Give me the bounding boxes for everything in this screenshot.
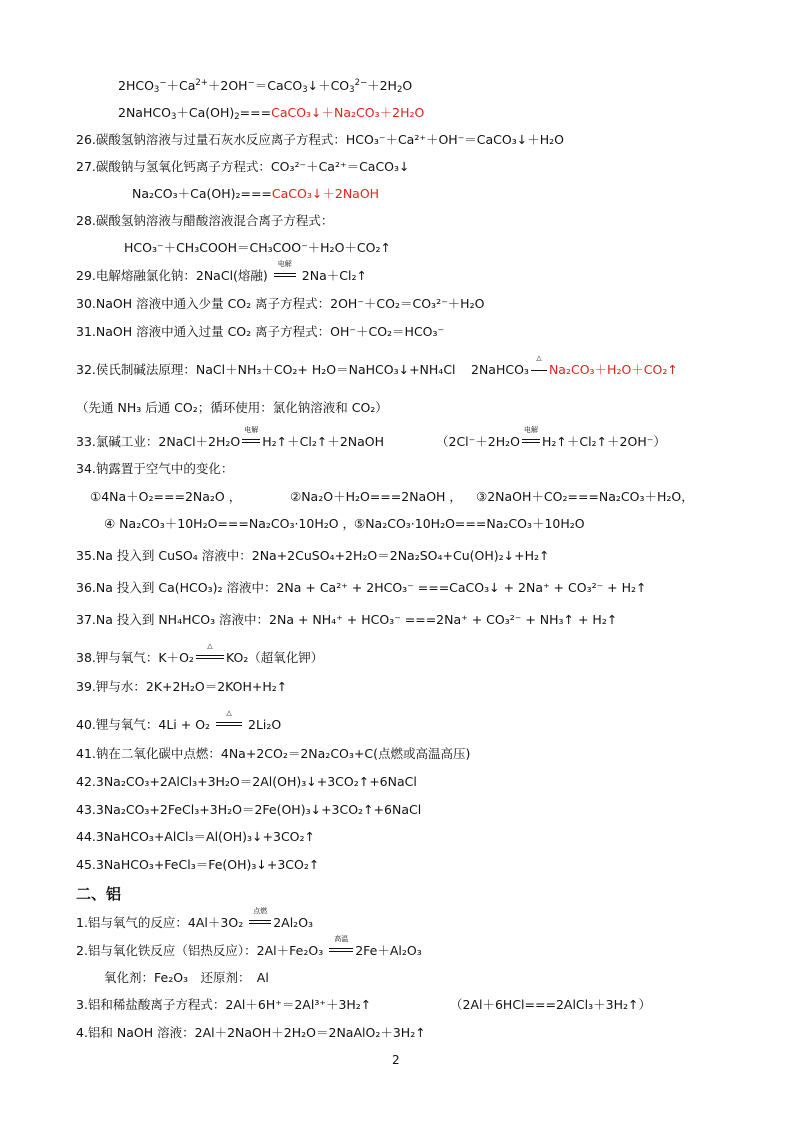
equation-line (471, 354, 678, 378)
equation-line: $2HCO_3^-+Ca^{2+}+2OH^-=CaCO_3↓+CO_3^{2-}+2H_2O$ (118, 78, 413, 95)
equation-line (76, 935, 422, 959)
equation-products: 2Fe＋Al₂O₃ (355, 943, 422, 958)
equation-reactants: 29.电解熔融氯化钠：2NaCl(熔融) (76, 268, 268, 283)
equation-reactants: Na₂CO₃＋Ca(OH)₂=== (132, 186, 272, 201)
equation-reactants: 1.铝与氧气的反应：4Al＋3O₂ (76, 915, 244, 930)
equation-line (76, 642, 324, 666)
equation-product-red: CaCO₃↓＋Na₂CO₃＋2H₂O (271, 105, 425, 120)
equation-step: ③2NaOH＋CO₂===Na₂CO₃＋H₂O， (476, 489, 694, 504)
equation-line: 43.3Na₂CO₃+2FeCl₃+3H₂O＝2Fe(OH)₃↓+3CO₂↑+6NaCl (76, 802, 422, 817)
equation-products: 2Li₂O (248, 717, 282, 732)
condition-label: 点燃 (253, 907, 268, 915)
equation-line: 27.碳酸钠与氢氧化钙离子方程式：CO₃²⁻＋Ca²⁺＝CaCO₃↓ (76, 159, 410, 174)
condition-label: △ (226, 709, 232, 717)
equation-line: 42.3Na₂CO₃+2AlCl₃+3H₂O＝2Al(OH)₃↓+3CO₂↑+6NaCl (76, 774, 417, 789)
equation-products: 2Al₂O₃ (273, 915, 314, 930)
equation-line: 36.Na 投入到 Ca(HCO₃)₂ 溶液中：2Na + Ca²⁺ + 2HCO₃⁻ ===CaCO₃↓ + 2Na⁺ + CO₃²⁻ + H₂↑ (76, 580, 647, 595)
equation-line: 35.Na 投入到 CuSO₄ 溶液中：2Na+2CuSO₄+2H₂O＝2Na₂SO₄+Cu(OH)₂↓+H₂↑ (76, 548, 550, 563)
reaction-condition (274, 260, 296, 284)
condition-label: 电解 (244, 426, 259, 434)
equation-step: ②Na₂O＋H₂O===2NaOH ， (290, 489, 462, 504)
equation-step: ④ Na₂CO₃＋10H₂O===Na₂CO₃·10H₂O ， (104, 516, 356, 531)
equation-line: 28.碳酸氢钠溶液与醋酸溶液混合离子方程式： (76, 213, 334, 228)
equation-reactants: 2NaHCO₃ (471, 362, 529, 377)
condition-label: 电解 (523, 426, 538, 434)
reaction-condition (216, 709, 242, 733)
equation-line (76, 709, 282, 733)
equation-line: 45.3NaHCO₃+FeCl₃＝Fe(OH)₃↓+3CO₂↑ (76, 857, 320, 872)
equation-line (76, 907, 314, 931)
equation-line: 44.3NaHCO₃+AlCl₃＝Al(OH)₃↓+3CO₂↑ (76, 829, 316, 844)
equation-line: 氧化剂：Fe₂O₃ 还原剂： Al (104, 970, 269, 985)
equation-reactants: 32.侯氏制碱法原理：NaCl＋NH₃＋CO₂+ H₂O＝NaHCO₃↓+NH₄Cl (76, 362, 456, 377)
equation-line: 34.钠露置于空气中的变化： (76, 461, 234, 476)
condition-label: △ (536, 354, 542, 362)
reaction-condition (242, 426, 260, 450)
equation-line (436, 426, 666, 450)
equation-reactants: 33.氯碱工业：2NaCl＋2H₂O (76, 434, 241, 449)
equation-reactants: （2Cl⁻＋2H₂O (436, 434, 520, 449)
equation-line: HCO₃⁻＋CH₃COOH＝CH₃COO⁻＋H₂O＋CO₂↑ (124, 240, 391, 255)
equation-line: （2Al＋6HCl===2AlCl₃＋3H₂↑） (450, 997, 651, 1012)
equation-line: 31.NaOH 溶液中通入过量 CO₂ 离子方程式：OH⁻＋CO₂＝HCO₃⁻ (76, 324, 445, 339)
equation-step: ⑤Na₂CO₃·10H₂O===Na₂CO₃＋10H₂O (354, 516, 585, 531)
equation-step: ①4Na＋O₂===2Na₂O ， (90, 489, 242, 504)
equation-line: 41.钠在二氧化碳中点燃：4Na+2CO₂＝2Na₂CO₃+C(点燃或高温高压) (76, 746, 471, 761)
equation-line: 3.铝和稀盐酸离子方程式：2Al＋6H⁺＝2Al³⁺＋3H₂↑ (76, 997, 372, 1012)
reaction-condition (522, 426, 540, 450)
equation-reactants: 2.铝与氧化铁反应（铝热反应）：2Al＋Fe₂O₃ (76, 943, 324, 958)
equation-line (132, 186, 379, 202)
equation-line (76, 260, 367, 284)
equation-line: 37.Na 投入到 NH₄HCO₃ 溶液中：2Na + NH₄⁺ + HCO₃⁻ ===2Na⁺ + CO₃²⁻ + NH₃↑ + H₂↑ (76, 612, 618, 627)
equation-line (76, 362, 456, 378)
equation-reactants: 38.钾与氧气：K＋O₂ (76, 650, 194, 665)
section-heading: 二、铝 (76, 885, 122, 903)
equation-line: 26.碳酸氢钠溶液与过量石灰水反应离子方程式：HCO₃⁻＋Ca²⁺＋OH⁻＝CaCO₃↓＋H₂O (76, 132, 564, 147)
equation-line: 4.铝和 NaOH 溶液：2Al＋2NaOH＋2H₂O＝2NaAlO₂＋3H₂↑ (76, 1025, 426, 1040)
equation-line: $2NaHCO_3+Ca(OH)_2===CaCO_3↓+Na_2CO_3+2H_2O$ (118, 105, 425, 122)
reaction-condition (249, 907, 271, 931)
equation-line: 30.NaOH 溶液中通入少量 CO₂ 离子方程式：2OH⁻＋CO₂＝CO₃²⁻＋H₂O (76, 296, 485, 311)
page-number: 2 (392, 1053, 400, 1067)
condition-label: △ (207, 642, 213, 650)
reaction-condition (531, 354, 547, 378)
equation-products: H₂↑＋Cl₂↑＋2NaOH (262, 434, 385, 449)
equation-reactants: 40.锂与氧气：4Li + O₂ (76, 717, 211, 732)
equation-products: H₂↑＋Cl₂↑＋2OH⁻） (541, 434, 666, 449)
note-line: （先通 NH₃ 后通 CO₂；循环使用：氯化钠溶液和 CO₂） (76, 400, 388, 415)
reaction-condition (196, 642, 224, 666)
condition-label: 高温 (334, 935, 349, 943)
equation-products: 2Na＋Cl₂↑ (301, 268, 367, 283)
equation-product-red: CaCO₃↓＋2NaOH (271, 186, 380, 201)
equation-product-red: Na₂CO₃＋H₂O＋CO₂↑ (548, 362, 678, 377)
condition-label: 电解 (277, 260, 292, 268)
equation-line: 39.钾与水：2K+2H₂O＝2KOH+H₂↑ (76, 679, 288, 694)
equation-line (76, 426, 385, 450)
equation-products: KO₂（超氧化钾） (225, 650, 324, 665)
reaction-condition (329, 935, 353, 959)
